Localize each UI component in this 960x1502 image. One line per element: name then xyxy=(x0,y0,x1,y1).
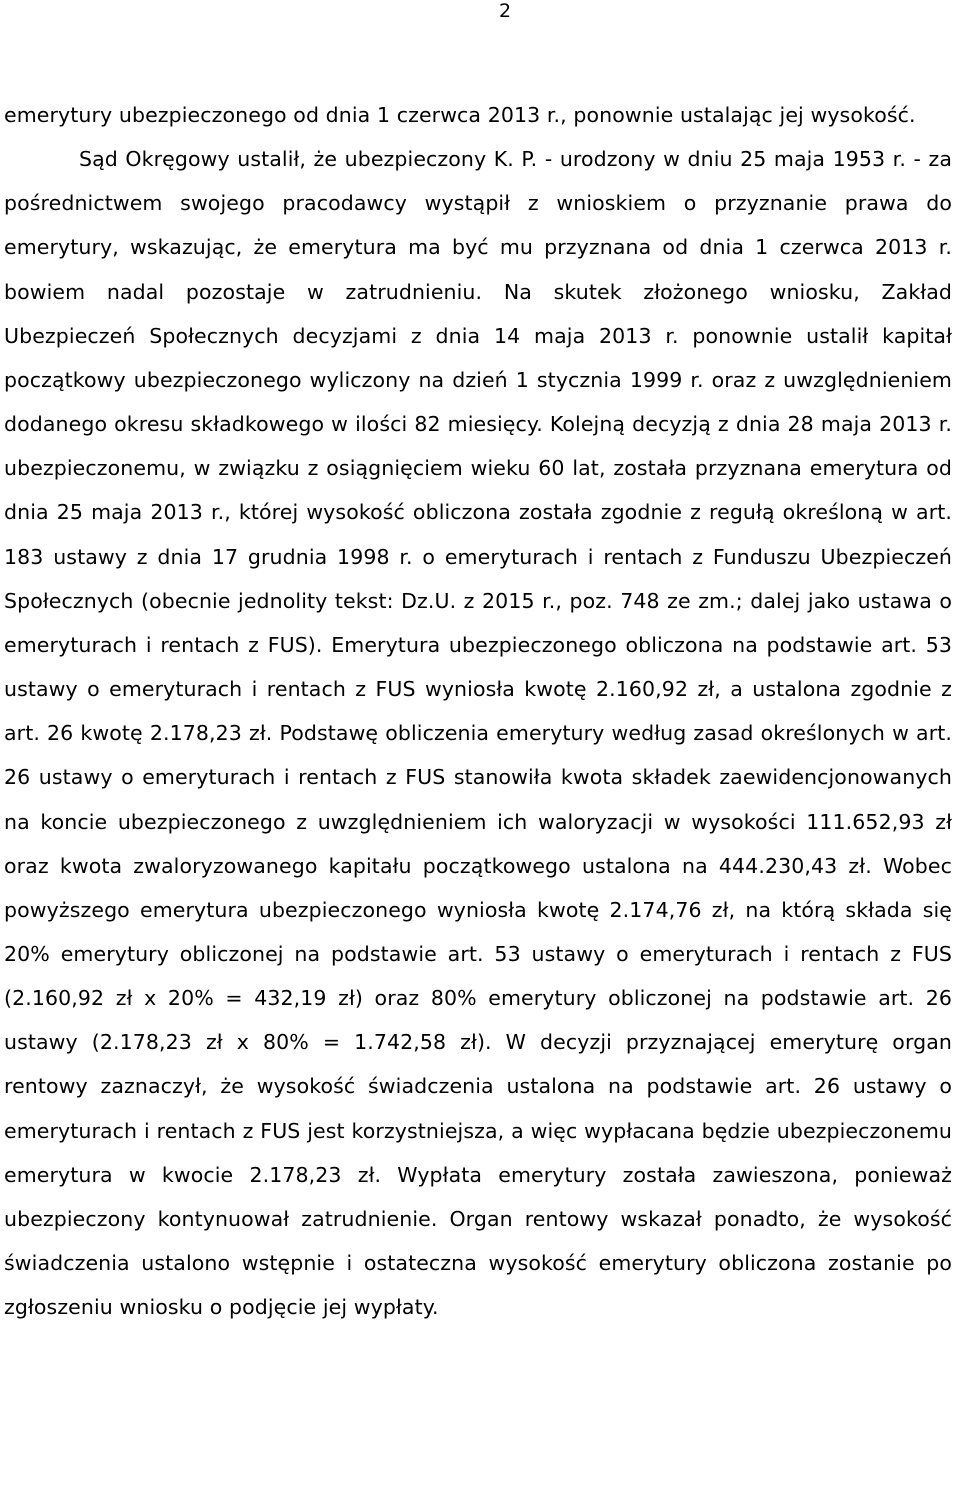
paragraph-continuation: emerytury ubezpieczonego od dnia 1 czerwca 2013 r., ponownie ustalając jej wysokość. xyxy=(4,103,916,127)
paragraph-court-findings: Sąd Okręgowy ustalił, że ubezpieczony K. P. - urodzony w dniu 25 maja 1953 r. - za pośrednictwem swojego pracodawcy wystąpił z wnioskiem o przyznanie prawa do emerytury, wskazując, że emerytura ma być mu przyznana od dnia 1 czerwca 2013 r. bowiem nadal pozostaje w zatrudnieniu. Na skutek złożonego wniosku, Zakład Ubezpieczeń Społecznych decyzjami z dnia 14 maja 2013 r. ponownie ustalił kapitał początkowy ubezpieczonego wyliczony na dzień 1 stycznia 1999 r. oraz z uwzględnieniem dodanego okresu składkowego w ilości 82 miesięcy. Kolejną decyzją z dnia 28 maja 2013 r. ubezpieczonemu, w związku z osiągnięciem wieku 60 lat, została przyznana emerytura od dnia 25 maja 2013 r., której wysokość obliczona została zgodnie z regułą określoną w art. 183 ustawy z dnia 17 grudnia 1998 r. o emeryturach i rentach z Funduszu Ubezpieczeń Społecznych (obecnie jednolity tekst: Dz.U. z 2015 r., poz. 748 ze zm.; dalej jako ustawa o emeryturach i rentach z FUS). Emerytura ubezpieczonego obliczona na podstawie art. 53 ustawy o emeryturach i rentach z FUS wyniosła kwotę 2.160,92 zł, a ustalona zgodnie z art. 26 kwotę 2.178,23 zł. Podstawę obliczenia emerytury według zasad określonych w art. 26 ustawy o emeryturach i rentach z FUS stanowiła kwota składek zaewidencjonowanych na koncie ubezpieczonego z uwzględnieniem ich waloryzacji w wysokości 111.652,93 zł oraz kwota zwaloryzowanego kapitału początkowego ustalona na 444.230,43 zł. Wobec powyższego emerytura ubezpieczonego wyniosła kwotę 2.174,76 zł, na którą składa się 20% emerytury obliczonej na podstawie art. 53 ustawy o emeryturach i rentach z FUS (2.160,92 zł x 20% = 432,19 zł) oraz 80% emerytury obliczonej na podstawie art. 26 ustawy (2.178,23 zł x 80% = 1.742,58 zł). W decyzji przyznającej emeryturę organ rentowy zaznaczył, że wysokość świadczenia ustalona na podstawie art. 26 ustawy o emeryturach i rentach z FUS jest korzystniejsza, a więc wypłacana będzie ubezpieczonemu emerytura w kwocie 2.178,23 zł. Wypłata emerytury została zawieszona, ponieważ ubezpieczony kontynuował zatrudnienie. Organ rentowy wskazał ponadto, że wysokość świadczenia ustalono wstępnie i ostateczna wysokość emerytury obliczona zostanie po zgłoszeniu wniosku o podjęcie jej wypłaty. xyxy=(4,147,952,1320)
document-body xyxy=(4,93,952,1329)
page-number: 2 xyxy=(498,0,512,22)
